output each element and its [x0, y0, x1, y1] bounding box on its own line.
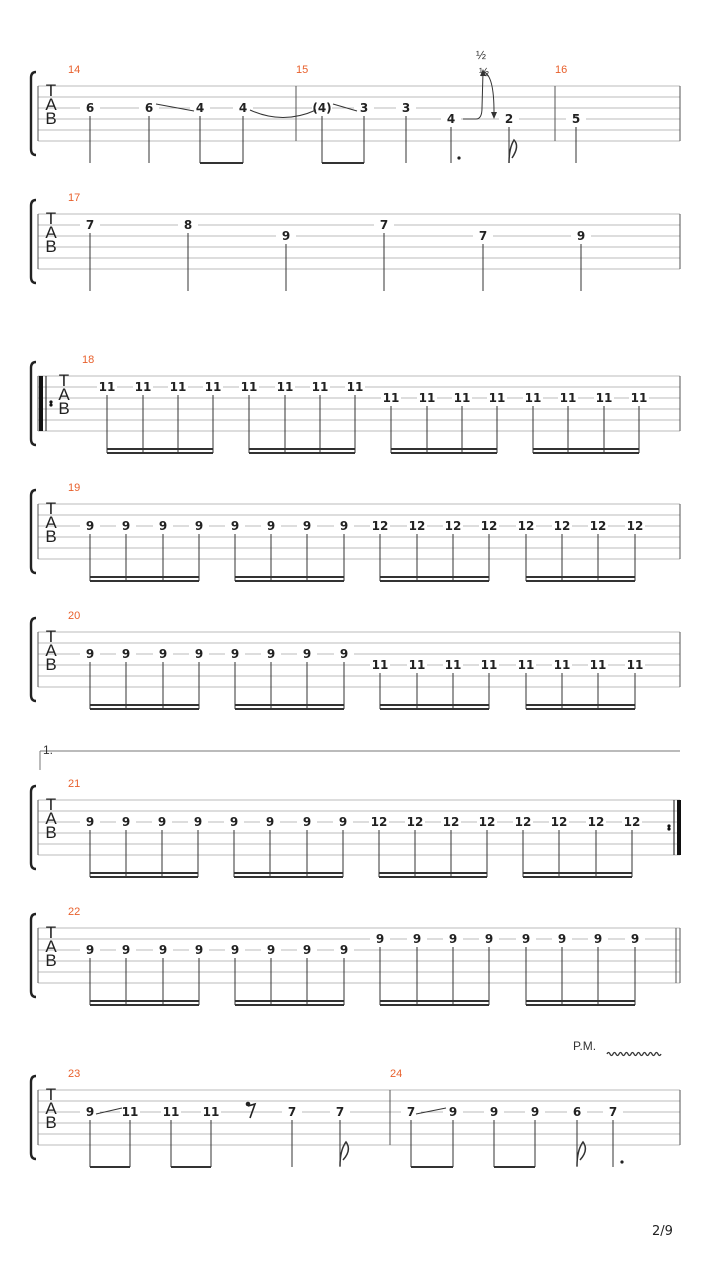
- fret-number: 9: [121, 519, 131, 533]
- measure-number: 19: [68, 482, 81, 494]
- fret-number: 11: [524, 391, 542, 405]
- measure-number: 22: [68, 906, 81, 918]
- fret-number: 3: [359, 101, 369, 115]
- eighth-rest: [246, 1102, 255, 1118]
- fret-number: 9: [121, 815, 131, 829]
- fret-number: 12: [406, 815, 424, 829]
- tab-clef-letter: A: [58, 385, 70, 404]
- repeat-dot: [667, 827, 670, 830]
- fret-number: 9: [339, 943, 349, 957]
- fret-number: 11: [626, 658, 644, 672]
- fret-number: 7: [478, 229, 488, 243]
- dotted-note: [620, 1160, 623, 1163]
- system-bracket: [31, 490, 36, 573]
- tab-clef-letter: A: [45, 641, 57, 660]
- system-bracket: [31, 914, 36, 997]
- fret-number: 12: [480, 519, 498, 533]
- tab-clef-letter: T: [45, 795, 57, 814]
- bend-amount-label: ½: [475, 48, 487, 62]
- fret-number: 6: [572, 1105, 582, 1119]
- fret-number: 7: [287, 1105, 297, 1119]
- fret-number: 9: [281, 229, 291, 243]
- fret-number: 9: [448, 1105, 458, 1119]
- fret-number: 11: [517, 658, 535, 672]
- fret-number: 11: [311, 380, 329, 394]
- fret-number: 12: [444, 519, 462, 533]
- fret-number: 9: [229, 815, 239, 829]
- fret-number: 9: [302, 519, 312, 533]
- measure-number: 17: [68, 192, 81, 204]
- fret-number: 9: [230, 943, 240, 957]
- note-flag: [509, 140, 517, 163]
- fret-number: 7: [406, 1105, 416, 1119]
- fret-number: 9: [630, 932, 640, 946]
- fret-number: 12: [371, 519, 389, 533]
- tab-clef-letter: A: [45, 809, 57, 828]
- fret-number: 12: [589, 519, 607, 533]
- fret-number: 11: [553, 658, 571, 672]
- markings-system-1: [156, 48, 517, 163]
- fret-number: 7: [608, 1105, 618, 1119]
- fret-number: 11: [480, 658, 498, 672]
- tab-system: [31, 64, 680, 163]
- fret-number: 9: [158, 647, 168, 661]
- fret-number: 11: [595, 391, 613, 405]
- system-bracket: [31, 72, 36, 155]
- fret-number: 11: [444, 658, 462, 672]
- fret-number: 9: [302, 815, 312, 829]
- fret-number: 12: [626, 519, 644, 533]
- fret-number: 11: [202, 1105, 220, 1119]
- fret-number: 9: [85, 647, 95, 661]
- measure-number: 21: [68, 778, 81, 790]
- tab-clef-letter: A: [45, 937, 57, 956]
- fret-number: 12: [517, 519, 535, 533]
- tab-clef-letter: B: [45, 951, 57, 970]
- fret-number: 7: [379, 218, 389, 232]
- fret-number: 9: [448, 932, 458, 946]
- measure-number: 15: [296, 64, 309, 76]
- tab-clef-letter: B: [45, 1113, 57, 1132]
- fret-number: 11: [453, 391, 471, 405]
- fret-number: 12: [550, 815, 568, 829]
- fret-number: 12: [553, 519, 571, 533]
- fret-number: 9: [85, 519, 95, 533]
- fret-number: 11: [169, 380, 187, 394]
- fret-number: 9: [266, 519, 276, 533]
- fret-number: 3: [401, 101, 411, 115]
- fret-number: 8: [183, 218, 193, 232]
- tab-clef-letter: B: [45, 237, 57, 256]
- volta-bracket: [40, 743, 680, 770]
- fret-number: 2: [504, 112, 514, 126]
- fret-number: 11: [162, 1105, 180, 1119]
- fret-number: 9: [85, 815, 95, 829]
- tab-system: [31, 482, 680, 581]
- repeat-dot: [667, 824, 670, 827]
- fret-number: 9: [521, 932, 531, 946]
- system-bracket: [31, 786, 36, 869]
- tab-clef-letter: T: [45, 1085, 57, 1104]
- tab-system: [31, 354, 680, 453]
- system-bracket: [31, 362, 36, 445]
- fret-number: 11: [382, 391, 400, 405]
- fret-number: 9: [412, 932, 422, 946]
- tie-arc: [250, 110, 316, 118]
- markings-system-8: [96, 1039, 661, 1166]
- fret-number: 9: [121, 943, 131, 957]
- palm-mute-wavy-line: [607, 1053, 661, 1056]
- tab-clef-letter: B: [45, 109, 57, 128]
- fret-number: 11: [121, 1105, 139, 1119]
- system-bracket: [31, 618, 36, 701]
- fret-number: 9: [266, 647, 276, 661]
- tab-clef-letter: A: [45, 1099, 57, 1118]
- fret-number: 11: [98, 380, 116, 394]
- tab-system: [31, 906, 680, 1005]
- fret-number: 11: [346, 380, 364, 394]
- fret-number: 9: [85, 1105, 95, 1119]
- tab-system: [31, 1068, 680, 1167]
- tab-system: [31, 610, 680, 709]
- tab-clef-letter: T: [45, 627, 57, 646]
- dotted-note: [457, 156, 460, 159]
- fret-number: 12: [514, 815, 532, 829]
- fret-number: 11: [240, 380, 258, 394]
- note-flag: [577, 1142, 585, 1166]
- bend-amount-label: ½: [478, 65, 490, 79]
- fret-number: 9: [484, 932, 494, 946]
- tab-clef-letter: T: [58, 371, 70, 390]
- fret-number: 9: [230, 647, 240, 661]
- fret-number: 4: [238, 101, 248, 115]
- fret-number: 9: [158, 943, 168, 957]
- measure-number: 20: [68, 610, 81, 622]
- tab-clef-letter: B: [45, 655, 57, 674]
- fret-number: 12: [587, 815, 605, 829]
- fret-number: 7: [85, 218, 95, 232]
- fret-number: 9: [557, 932, 567, 946]
- fret-number: 9: [265, 815, 275, 829]
- repeat-end-thick-bar: [677, 800, 681, 855]
- fret-number: 11: [408, 658, 426, 672]
- measure-number: 16: [555, 64, 568, 76]
- fret-number: 7: [335, 1105, 345, 1119]
- fret-number: 9: [193, 815, 203, 829]
- system-bracket: [31, 1076, 36, 1159]
- fret-number: 9: [85, 943, 95, 957]
- fret-number: 4: [195, 101, 205, 115]
- fret-number: 11: [371, 658, 389, 672]
- fret-number: 9: [158, 519, 168, 533]
- fret-number: 12: [370, 815, 388, 829]
- fret-number: 12: [478, 815, 496, 829]
- tab-system: [31, 778, 681, 877]
- fret-number: 9: [375, 932, 385, 946]
- measure-number: 18: [82, 354, 95, 366]
- fret-number: 12: [442, 815, 460, 829]
- fret-number: 9: [194, 647, 204, 661]
- fret-number: 9: [194, 519, 204, 533]
- tab-clef-letter: B: [45, 823, 57, 842]
- volta-label: 1.: [43, 743, 54, 757]
- tab-clef-letter: T: [45, 923, 57, 942]
- fret-number: 9: [339, 647, 349, 661]
- page-number: 2/9: [652, 1224, 673, 1239]
- fret-number: 6: [144, 101, 154, 115]
- fret-number: 9: [121, 647, 131, 661]
- tab-clef-letter: T: [45, 81, 57, 100]
- fret-number: 9: [157, 815, 167, 829]
- tab-clef-letter: T: [45, 209, 57, 228]
- fret-number: 9: [230, 519, 240, 533]
- measure-number: 24: [390, 1068, 403, 1080]
- fret-number: 9: [302, 943, 312, 957]
- tab-clef-letter: A: [45, 513, 57, 532]
- fret-number: 12: [623, 815, 641, 829]
- measure-number: 23: [68, 1068, 81, 1080]
- palm-mute-label: P.M.: [573, 1039, 597, 1053]
- fret-number: 9: [302, 647, 312, 661]
- fret-number: 4: [446, 112, 456, 126]
- fret-number: 9: [338, 815, 348, 829]
- fret-number: 11: [630, 391, 648, 405]
- fret-number: 12: [408, 519, 426, 533]
- fret-number: 9: [266, 943, 276, 957]
- system-bracket: [31, 200, 36, 283]
- fret-number: 11: [134, 380, 152, 394]
- fret-number: 11: [204, 380, 222, 394]
- tab-clef-letter: T: [45, 499, 57, 518]
- fret-number: 9: [593, 932, 603, 946]
- bend-up-line: [463, 72, 483, 119]
- fret-number: 9: [576, 229, 586, 243]
- fret-number: 5: [571, 112, 581, 126]
- measure-number: 14: [68, 64, 81, 76]
- fret-number: 9: [530, 1105, 540, 1119]
- tab-clef-letter: B: [58, 399, 70, 418]
- repeat-dot: [49, 403, 52, 406]
- fret-number: 9: [489, 1105, 499, 1119]
- repeat-start-thick-bar: [39, 376, 43, 431]
- bend-arrow-head: [491, 112, 497, 119]
- fret-number: 11: [276, 380, 294, 394]
- tab-clef-letter: B: [45, 527, 57, 546]
- tab-clef-letter: A: [45, 223, 57, 242]
- tab-clef-letter: A: [45, 95, 57, 114]
- tab-system: [31, 192, 680, 291]
- repeat-dot: [49, 400, 52, 403]
- fret-number: 9: [194, 943, 204, 957]
- fret-number: 6: [85, 101, 95, 115]
- fret-number: 11: [418, 391, 436, 405]
- fret-number: 11: [589, 658, 607, 672]
- fret-number: 9: [339, 519, 349, 533]
- fret-number: 11: [488, 391, 506, 405]
- note-flag: [340, 1142, 348, 1166]
- fret-number: (4): [312, 101, 332, 115]
- fret-number: 11: [559, 391, 577, 405]
